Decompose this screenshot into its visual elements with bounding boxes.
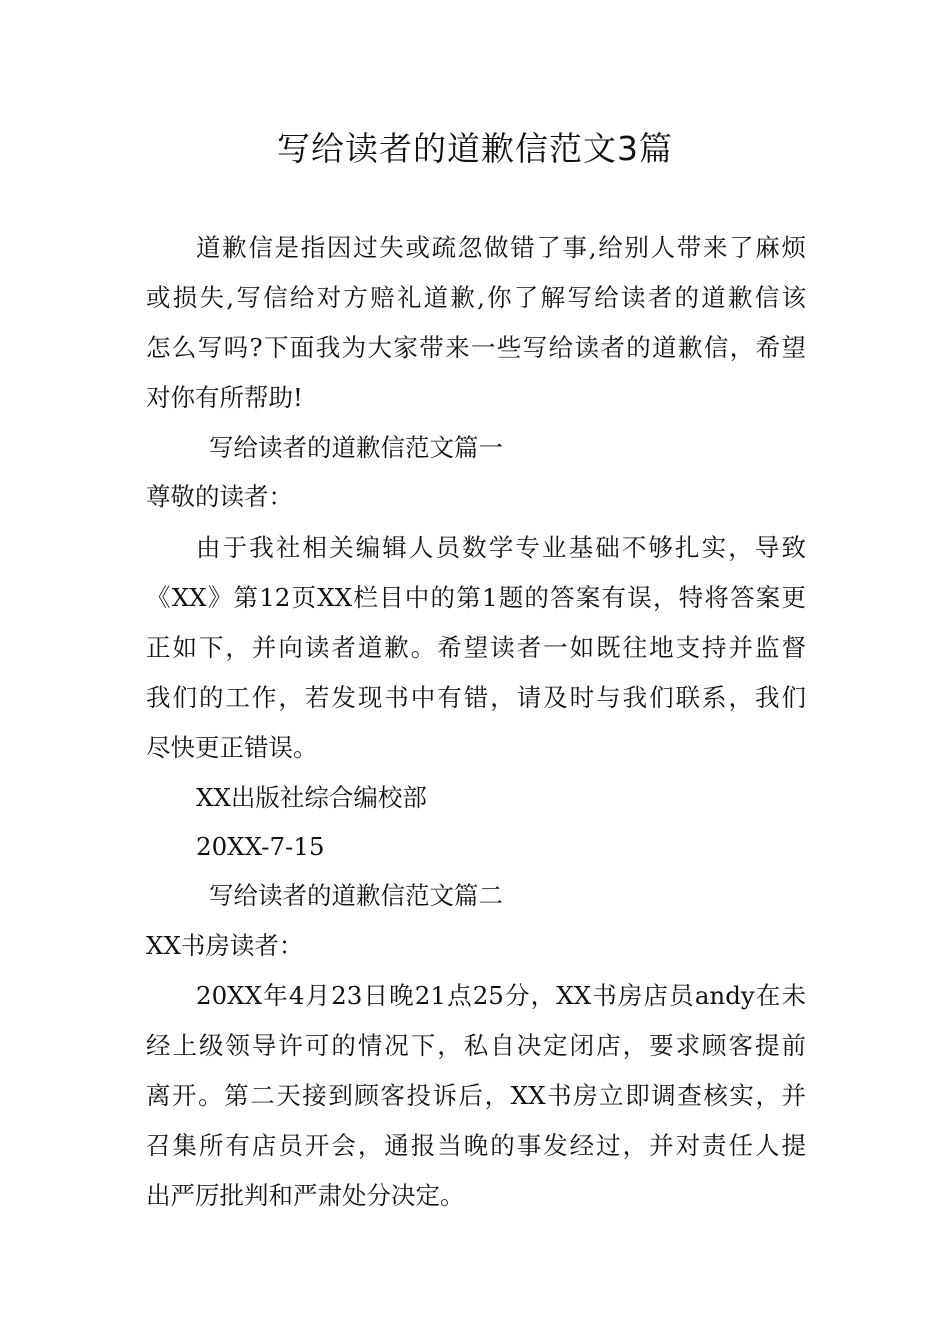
letter2-body-line: 出严厉批判和严肃处分决定。 [146,1181,465,1210]
letter1-body-line: 《XX》第12页XX栏目中的第1题的答案有误，特将答案更 [146,583,806,612]
letter1-date: 20XX-7-15 [196,832,325,861]
intro-line: 对你有所帮助! [146,383,303,412]
letter1-body-line: 尽快更正错误。 [146,733,318,762]
letter2-body-line: 召集所有店员开会，通报当晚的事发经过，并对责任人提 [146,1131,806,1160]
intro-line: 或损失,写信给对方赔礼道歉,你了解写给读者的道歉信该 [146,283,806,312]
letter1-signature: XX出版社综合编校部 [196,783,427,812]
intro-line: 道歉信是指因过失或疏忽做错了事,给别人带来了麻烦 [196,233,806,262]
letter2-body-line: 离开。第二天接到顾客投诉后，XX书房立即调查核实，并 [146,1081,806,1110]
letter2-heading: 写给读者的道歉信范文篇二 [209,881,503,910]
letter2-body-line: 20XX年4月23日晚21点25分，XX书房店员andy在未 [196,981,806,1010]
letter2-body-line: 经上级领导许可的情况下，私自决定闭店，要求顾客提前 [146,1031,806,1060]
document-title: 写给读者的道歉信范文3篇 [277,129,673,168]
letter1-body-line: 我们的工作，若发现书中有错，请及时与我们联系，我们 [146,683,806,712]
letter1-body-line: 正如下，并向读者道歉。希望读者一如既往地支持并监督 [146,633,806,662]
letter2-salutation: XX书房读者： [146,931,304,960]
letter1-heading: 写给读者的道歉信范文篇一 [209,433,503,462]
letter1-body-line: 由于我社相关编辑人员数学专业基础不够扎实，导致 [196,533,806,562]
letter1-salutation: 尊敬的读者： [146,482,293,511]
intro-line: 怎么写吗?下面我为大家带来一些写给读者的道歉信，希望 [146,333,806,362]
